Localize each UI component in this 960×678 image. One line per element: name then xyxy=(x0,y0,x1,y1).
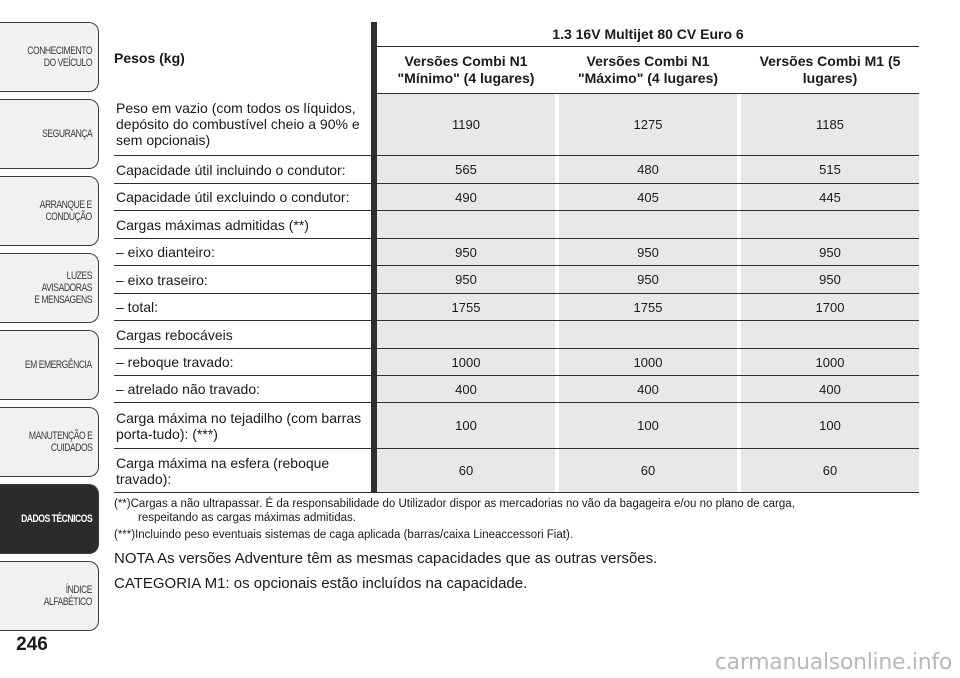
row-label: – total: xyxy=(114,294,371,321)
cell-value: 950 xyxy=(377,266,555,294)
watermark: carmanualsonline.info xyxy=(714,650,952,675)
table-row xyxy=(114,211,919,239)
table-row xyxy=(114,294,919,321)
cell-value: 1755 xyxy=(377,294,555,321)
page-number: 246 xyxy=(16,634,48,655)
cell-value xyxy=(741,211,919,239)
cell-value: 1190 xyxy=(377,94,555,156)
cell-value: 445 xyxy=(741,184,919,211)
row-label: Cargas rebocáveis xyxy=(114,321,371,349)
cell-value: 60 xyxy=(377,449,555,493)
footnote-1-continuation: respeitando as cargas máximas admitidas. xyxy=(138,512,356,524)
cell-value: 100 xyxy=(377,403,555,449)
cell-value xyxy=(377,211,555,239)
table-row xyxy=(114,321,919,349)
table-row xyxy=(114,376,919,403)
cell-value: 60 xyxy=(741,449,919,493)
cell-value: 60 xyxy=(559,449,737,493)
tab-arranque-e-conducao[interactable]: ARRANQUE E CONDUÇÃO xyxy=(0,176,99,246)
table-row xyxy=(114,239,919,266)
cell-value: 100 xyxy=(559,403,737,449)
weights-table xyxy=(114,22,919,493)
cell-value: 405 xyxy=(559,184,737,211)
row-label: Capacidade útil excluindo o condutor: xyxy=(114,184,371,211)
cell-value: 400 xyxy=(741,376,919,403)
tab-seguranca[interactable]: SEGURANÇA xyxy=(0,99,99,169)
cell-value: 1755 xyxy=(559,294,737,321)
cell-value: 1700 xyxy=(741,294,919,321)
footnote-2 xyxy=(114,528,914,542)
engine-header: 1.3 16V Multijet 80 CV Euro 6 xyxy=(377,22,919,47)
column-header-n1-minimo: Versões Combi N1 "Mínimo" (4 lugares) xyxy=(377,47,555,94)
footnote-1-mark: (**) xyxy=(114,498,131,510)
cell-value: 515 xyxy=(741,156,919,184)
cell-value xyxy=(377,321,555,349)
tab-luzes-avisadoras[interactable]: LUZES AVISADORAS E MENSAGENS xyxy=(0,253,99,323)
tab-conhecimento-do-veiculo[interactable]: CONHECIMENTO DO VEÍCULO xyxy=(0,22,99,92)
footnote-2-text: Incluindo peso eventuais sistemas de caga aplicada (barras/caixa Lineaccessori Fiat). xyxy=(135,529,573,541)
column-header-n1-maximo: Versões Combi N1 "Máximo" (4 lugares) xyxy=(559,47,737,94)
cell-value: 950 xyxy=(559,239,737,266)
table-row xyxy=(114,449,919,493)
cell-value: 400 xyxy=(377,376,555,403)
cell-value: 1000 xyxy=(559,349,737,376)
cell-value: 1000 xyxy=(741,349,919,376)
note-categoria-m1: CATEGORIA M1: os opcionais estão incluídos na capacidade. xyxy=(114,575,528,592)
cell-value: 950 xyxy=(741,239,919,266)
footnotes xyxy=(114,497,914,545)
cell-value: 490 xyxy=(377,184,555,211)
row-label: – eixo dianteiro: xyxy=(114,239,371,266)
cell-value: 400 xyxy=(559,376,737,403)
table-row xyxy=(114,156,919,184)
weights-table-container xyxy=(114,22,910,493)
cell-value xyxy=(559,321,737,349)
row-label: – atrelado não travado: xyxy=(114,376,371,403)
cell-value: 100 xyxy=(741,403,919,449)
table-row xyxy=(114,94,919,156)
row-label: Capacidade útil incluindo o condutor: xyxy=(114,156,371,184)
cell-value: 1275 xyxy=(559,94,737,156)
row-header-pesos: Pesos (kg) xyxy=(114,49,185,66)
column-header-m1: Versões Combi M1 (5 lugares) xyxy=(741,47,919,94)
cell-value: 950 xyxy=(377,239,555,266)
row-label: Cargas máximas admitidas (**) xyxy=(114,211,371,239)
table-row xyxy=(114,349,919,376)
table-row xyxy=(114,403,919,449)
table-row xyxy=(114,266,919,294)
tab-em-emergencia[interactable]: EM EMERGÊNCIA xyxy=(0,330,99,400)
cell-value: 950 xyxy=(741,266,919,294)
tab-manutencao-e-cuidados[interactable]: MANUTENÇÃO E CUIDADOS xyxy=(0,407,99,477)
cell-value xyxy=(559,211,737,239)
row-label: Peso em vazio (com todos os líquidos, depósito do combustível cheio a 90% e sem opcionais) xyxy=(114,94,371,156)
tab-indice-alfabetico[interactable]: ÍNDICE ALFABÉTICO xyxy=(0,561,99,631)
footnote-1 xyxy=(114,497,914,525)
cell-value: 565 xyxy=(377,156,555,184)
cell-value: 1000 xyxy=(377,349,555,376)
cell-value xyxy=(741,321,919,349)
cell-value: 1185 xyxy=(741,94,919,156)
table-row xyxy=(114,184,919,211)
footnote-2-mark: (***) xyxy=(114,529,136,541)
row-label: Carga máxima no tejadilho (com barras porta-tudo): (***) xyxy=(114,403,371,449)
row-label: – reboque travado: xyxy=(114,349,371,376)
row-label: Carga máxima na esfera (reboque travado): xyxy=(114,449,371,493)
cell-value: 480 xyxy=(559,156,737,184)
footnote-1-text: Cargas a não ultrapassar. É da responsabilidade do Utilizador dispor as mercadorias no vão da bagageira e/ou no plano de carga, xyxy=(130,498,795,510)
cell-value: 950 xyxy=(559,266,737,294)
row-label: – eixo traseiro: xyxy=(114,266,371,294)
note-adventure: NOTA As versões Adventure têm as mesmas capacidades que as outras versões. xyxy=(114,550,658,567)
tab-dados-tecnicos[interactable]: DADOS TÉCNICOS xyxy=(0,484,99,554)
